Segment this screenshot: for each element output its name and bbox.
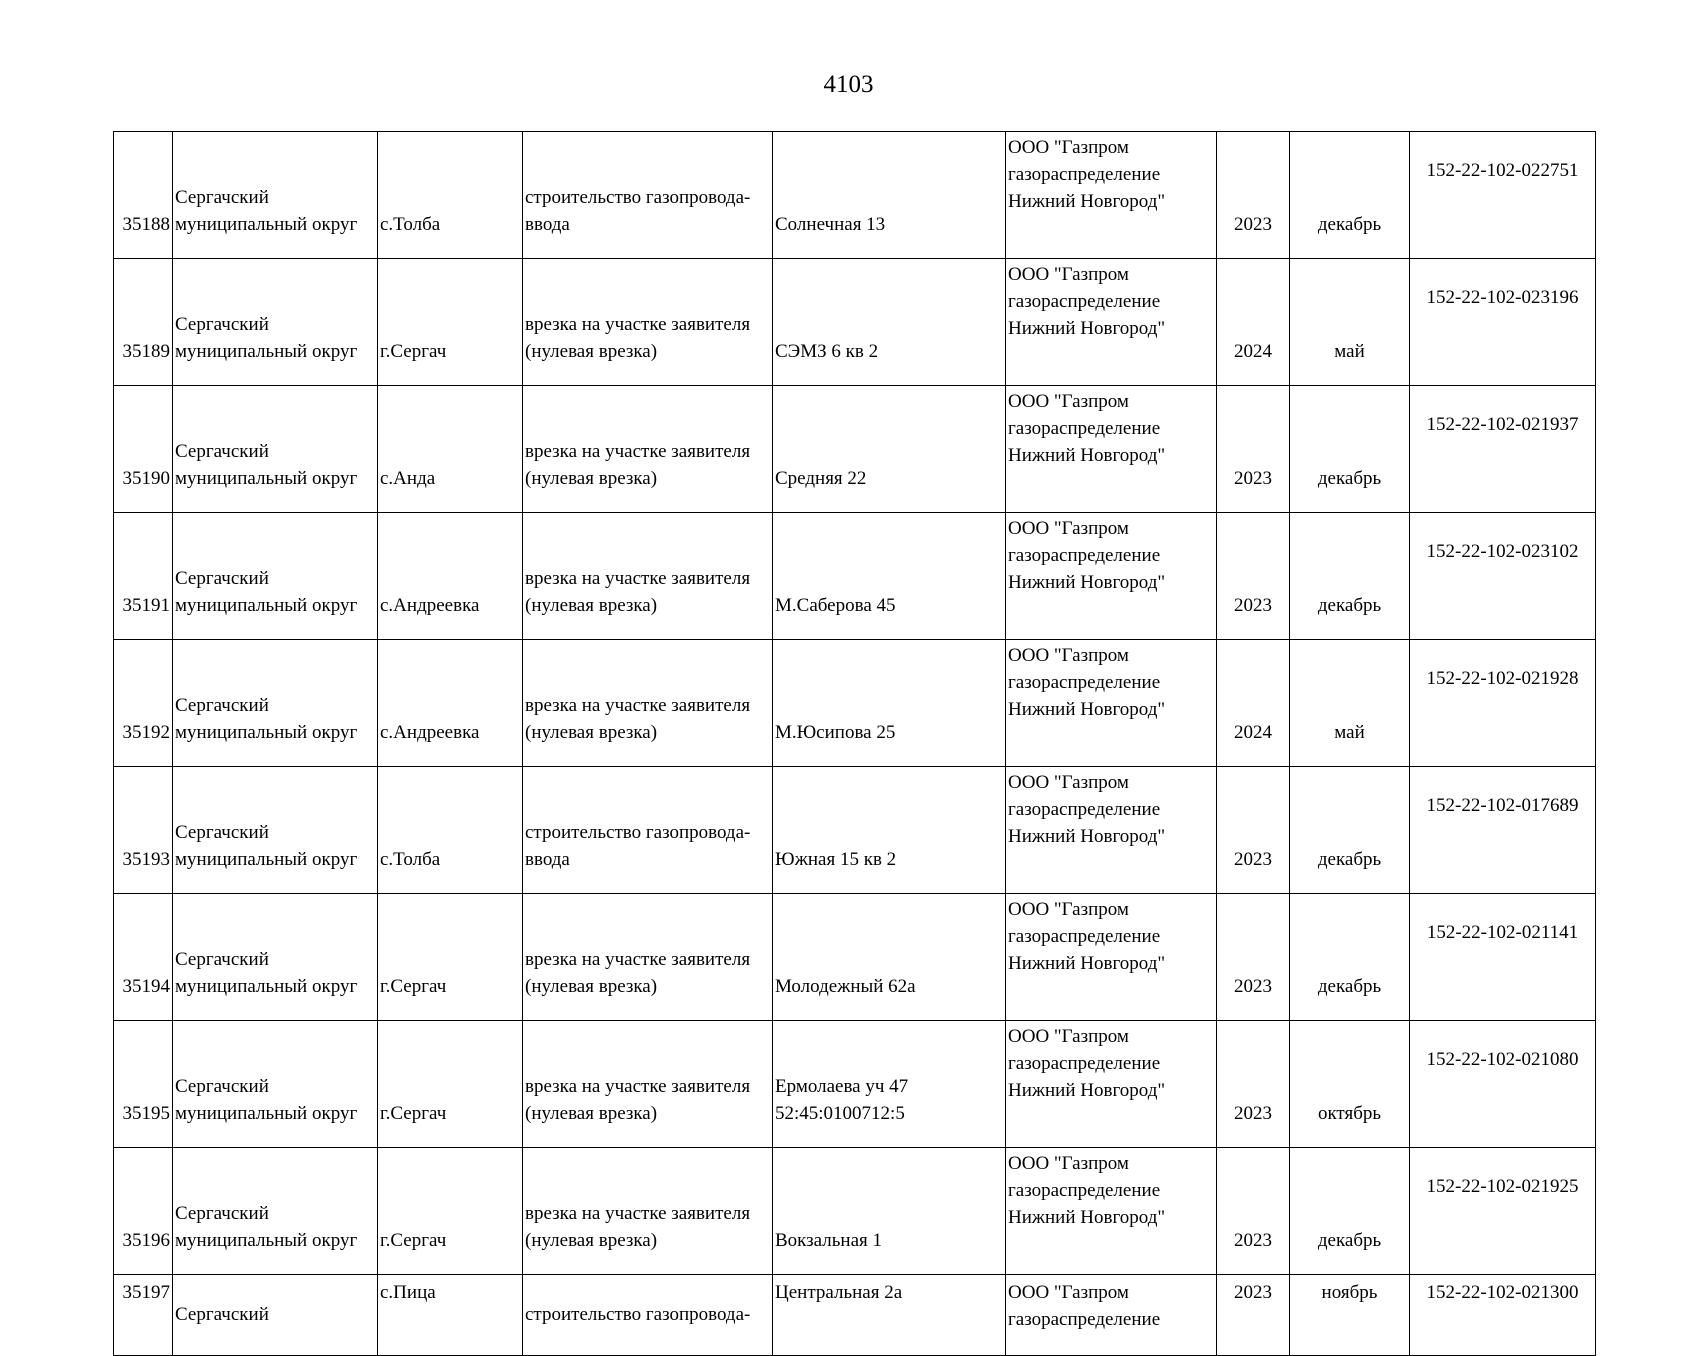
cell-district: Сергачский <box>173 1275 378 1356</box>
cell-code: 152-22-102-022751 <box>1410 132 1596 259</box>
cell-year: 2023 <box>1217 513 1290 640</box>
cell-work-type: врезка на участке заявителя (нулевая врезка) <box>523 894 773 1021</box>
table-row <box>114 767 1596 894</box>
cell-year: 2023 <box>1217 894 1290 1021</box>
page-number: 4103 <box>823 71 874 98</box>
cell-month: май <box>1290 640 1410 767</box>
cell-month: ноябрь <box>1290 1275 1410 1356</box>
cell-locality: г.Сергач <box>378 259 523 386</box>
cell-row-number: 35195 <box>114 1021 173 1148</box>
cell-row-number: 35196 <box>114 1148 173 1275</box>
cell-month: декабрь <box>1290 894 1410 1021</box>
cell-row-number: 35188 <box>114 132 173 259</box>
cell-work-type: врезка на участке заявителя (нулевая врезка) <box>523 1148 773 1275</box>
table-row <box>114 513 1596 640</box>
cell-organization: ООО "Газпром газораспределение Нижний Новгород" <box>1006 513 1217 640</box>
cell-organization: ООО "Газпром газораспределение Нижний Новгород" <box>1006 640 1217 767</box>
table-row <box>114 132 1596 259</box>
cell-address: Ермолаева уч 47 52:45:0100712:5 <box>773 1021 1006 1148</box>
cell-month: октябрь <box>1290 1021 1410 1148</box>
cell-code: 152-22-102-021928 <box>1410 640 1596 767</box>
cell-work-type: строительство газопровода- ввода <box>523 767 773 894</box>
cell-row-number: 35193 <box>114 767 173 894</box>
cell-month: декабрь <box>1290 132 1410 259</box>
register-table <box>113 131 1596 1356</box>
cell-locality: с.Толба <box>378 767 523 894</box>
cell-address: Южная 15 кв 2 <box>773 767 1006 894</box>
cell-year: 2023 <box>1217 132 1290 259</box>
cell-year: 2024 <box>1217 259 1290 386</box>
cell-locality: с.Андреевка <box>378 513 523 640</box>
cell-year: 2023 <box>1217 1148 1290 1275</box>
table-row <box>114 259 1596 386</box>
cell-year: 2024 <box>1217 640 1290 767</box>
cell-code: 152-22-102-023196 <box>1410 259 1596 386</box>
cell-code: 152-22-102-023102 <box>1410 513 1596 640</box>
cell-row-number: 35191 <box>114 513 173 640</box>
cell-organization: ООО "Газпром газораспределение Нижний Новгород" <box>1006 259 1217 386</box>
cell-organization: ООО "Газпром газораспределение Нижний Новгород" <box>1006 1021 1217 1148</box>
cell-organization: ООО "Газпром газораспределение Нижний Новгород" <box>1006 894 1217 1021</box>
cell-locality: г.Сергач <box>378 1021 523 1148</box>
cell-address: М.Юсипова 25 <box>773 640 1006 767</box>
cell-year: 2023 <box>1217 1275 1290 1356</box>
cell-district: Сергачский муниципальный округ <box>173 259 378 386</box>
cell-work-type: строительство газопровода- ввода <box>523 132 773 259</box>
cell-row-number: 35190 <box>114 386 173 513</box>
cell-year: 2023 <box>1217 1021 1290 1148</box>
cell-month: декабрь <box>1290 1148 1410 1275</box>
cell-district: Сергачский муниципальный округ <box>173 132 378 259</box>
cell-month: май <box>1290 259 1410 386</box>
cell-row-number: 35194 <box>114 894 173 1021</box>
cell-district: Сергачский муниципальный округ <box>173 513 378 640</box>
cell-locality: с.Анда <box>378 386 523 513</box>
cell-district: Сергачский муниципальный округ <box>173 640 378 767</box>
table-row <box>114 1021 1596 1148</box>
cell-address: Молодежный 62а <box>773 894 1006 1021</box>
cell-organization: ООО "Газпром газораспределение Нижний Новгород" <box>1006 386 1217 513</box>
table-row <box>114 1275 1596 1356</box>
cell-code: 152-22-102-021141 <box>1410 894 1596 1021</box>
table-row <box>114 640 1596 767</box>
cell-work-type: строительство газопровода- <box>523 1275 773 1356</box>
cell-district: Сергачский муниципальный округ <box>173 767 378 894</box>
cell-locality: с.Андреевка <box>378 640 523 767</box>
cell-address: Средняя 22 <box>773 386 1006 513</box>
cell-row-number: 35189 <box>114 259 173 386</box>
cell-district: Сергачский муниципальный округ <box>173 1021 378 1148</box>
cell-year: 2023 <box>1217 767 1290 894</box>
cell-district: Сергачский муниципальный округ <box>173 386 378 513</box>
cell-year: 2023 <box>1217 386 1290 513</box>
cell-organization: ООО "Газпром газораспределение Нижний Новгород" <box>1006 767 1217 894</box>
cell-code: 152-22-102-021925 <box>1410 1148 1596 1275</box>
cell-locality: г.Сергач <box>378 894 523 1021</box>
cell-month: декабрь <box>1290 513 1410 640</box>
cell-code: 152-22-102-021300 <box>1410 1275 1596 1356</box>
cell-organization: ООО "Газпром газораспределение Нижний Новгород" <box>1006 1148 1217 1275</box>
cell-locality: с.Пица <box>378 1275 523 1356</box>
cell-row-number: 35192 <box>114 640 173 767</box>
cell-work-type: врезка на участке заявителя (нулевая врезка) <box>523 1021 773 1148</box>
cell-address: Солнечная 13 <box>773 132 1006 259</box>
cell-work-type: врезка на участке заявителя (нулевая врезка) <box>523 640 773 767</box>
cell-address: СЭМЗ 6 кв 2 <box>773 259 1006 386</box>
cell-district: Сергачский муниципальный округ <box>173 894 378 1021</box>
cell-locality: с.Толба <box>378 132 523 259</box>
cell-month: декабрь <box>1290 767 1410 894</box>
cell-address: М.Саберова 45 <box>773 513 1006 640</box>
cell-organization: ООО "Газпром газораспределение <box>1006 1275 1217 1356</box>
cell-district: Сергачский муниципальный округ <box>173 1148 378 1275</box>
cell-organization: ООО "Газпром газораспределение Нижний Новгород" <box>1006 132 1217 259</box>
table-row <box>114 1148 1596 1275</box>
cell-work-type: врезка на участке заявителя (нулевая врезка) <box>523 513 773 640</box>
cell-code: 152-22-102-021080 <box>1410 1021 1596 1148</box>
cell-address: Вокзальная 1 <box>773 1148 1006 1275</box>
cell-address: Центральная 2а <box>773 1275 1006 1356</box>
cell-locality: г.Сергач <box>378 1148 523 1275</box>
cell-work-type: врезка на участке заявителя (нулевая врезка) <box>523 386 773 513</box>
cell-code: 152-22-102-021937 <box>1410 386 1596 513</box>
cell-code: 152-22-102-017689 <box>1410 767 1596 894</box>
table-row <box>114 386 1596 513</box>
register-table-body <box>114 132 1596 1356</box>
cell-row-number: 35197 <box>114 1275 173 1356</box>
cell-month: декабрь <box>1290 386 1410 513</box>
cell-work-type: врезка на участке заявителя (нулевая врезка) <box>523 259 773 386</box>
table-row <box>114 894 1596 1021</box>
